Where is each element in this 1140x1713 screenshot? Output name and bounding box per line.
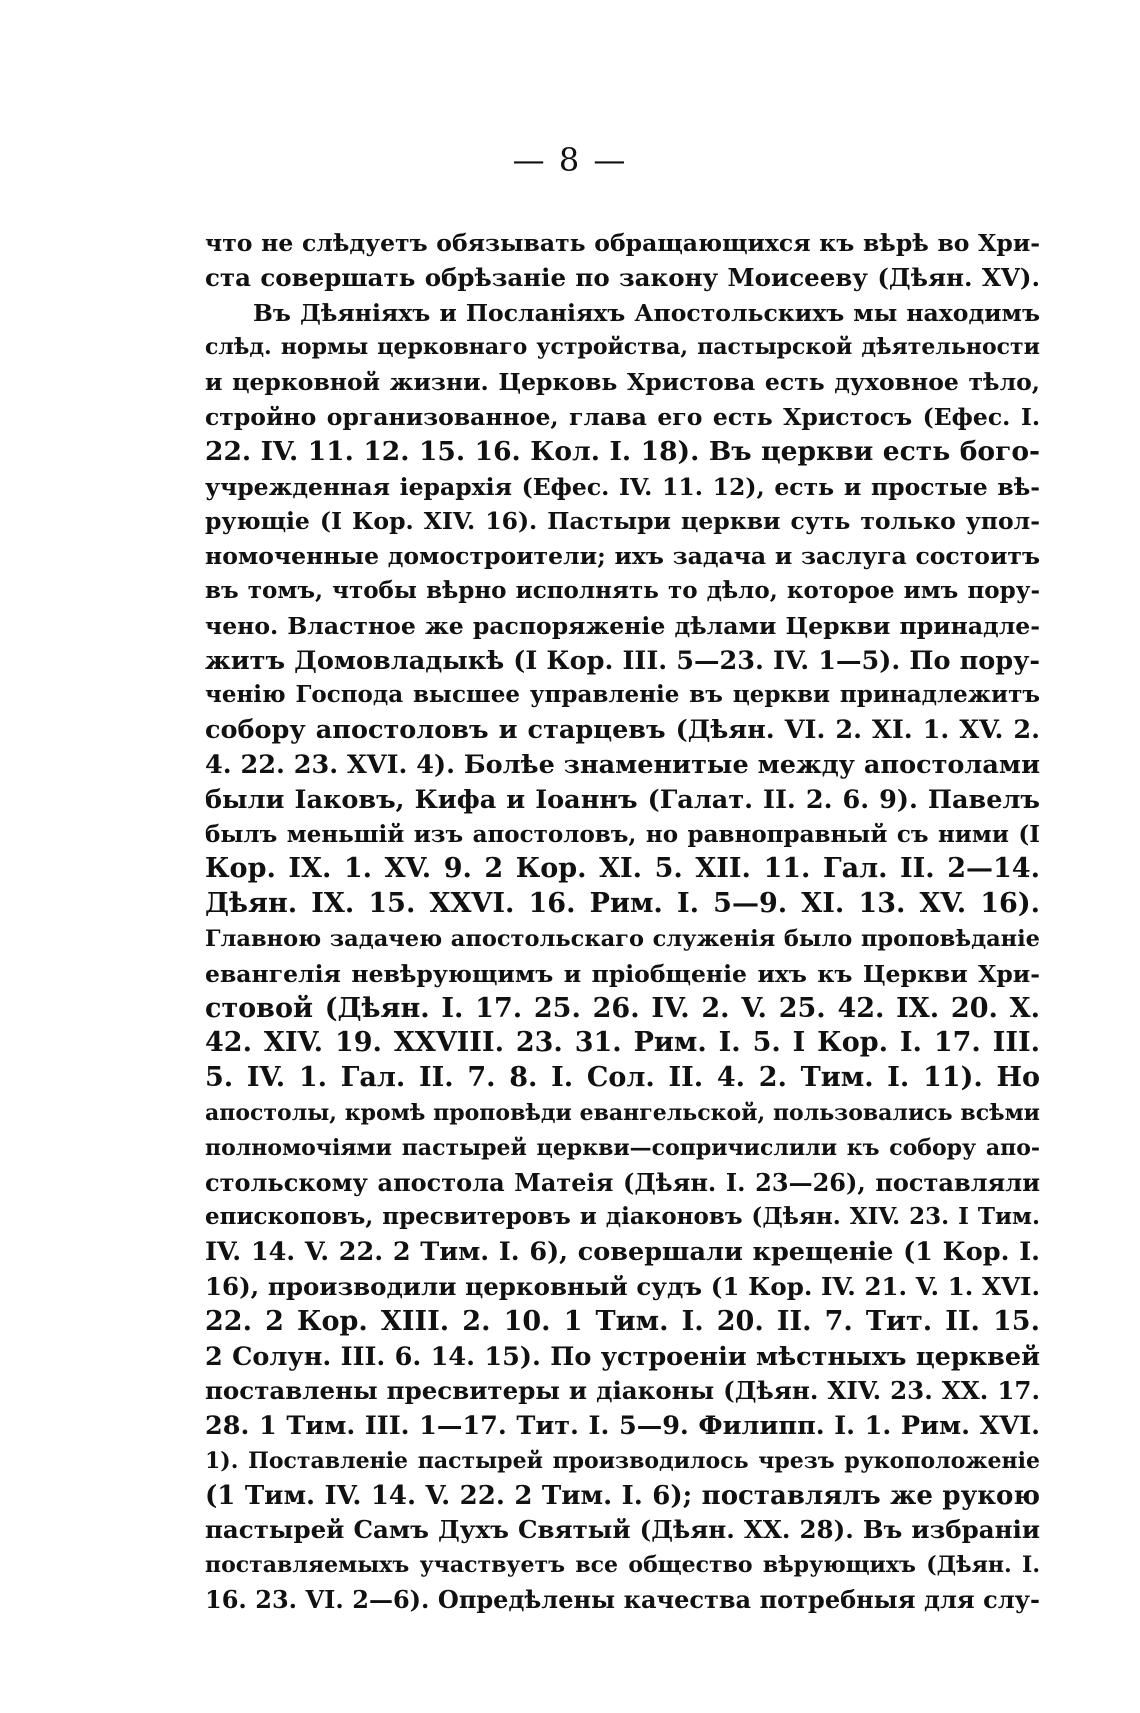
text-line: 22. IV. 11. 12. 15. 16. Кол. I. 18). Въ церкви есть бого- [205,435,1040,467]
text-line: 4. 22. 23. XVI. 4). Болѣе знаменитые между апостолами [205,749,1040,780]
text-line: житъ Домовладыкѣ (I Кор. III. 5—23. IV. 1—5). По пору- [205,645,1040,676]
text-line: 5. IV. 1. Гал. II. 7. 8. I. Сол. II. 4. 2. Тим. I. 11). Но [205,1062,1040,1094]
text-line: Кор. IX. 1. XV. 9. 2 Кор. XI. 5. XII. 11. Гал. II. 2—14. [205,853,1040,885]
text-line: былъ меньшій изъ апостоловъ, но равноправный съ ними (I [205,820,1040,848]
text-line: были Іаковъ, Кифа и Іоаннъ (Галат. II. 2. 6. 9). Павелъ [205,784,1040,815]
text-line: полномочіями пастырей церкви—сопричислили къ собору апо- [205,1134,1040,1161]
text-line: 22. 2 Кор. XIII. 2. 10. 1 Тим. I. 20. II. 7. Тит. II. 15. [205,1305,1040,1337]
text-line: рующіе (I Кор. XIV. 16). Пастыри церкви суть только упол- [205,507,1040,536]
text-line: 16), производили церковный судъ (1 Кор. IV. 21. V. 1. XVI. [205,1271,1040,1301]
text-line: евангелія невѣрующимъ и пріобщеніе ихъ къ Церкви Хри- [205,959,1040,988]
text-line: собору апостоловъ и старцевъ (Дѣян. VI. 2. XI. 1. XV. 2. [205,715,1040,746]
text-line: учрежденная іерархія (Ефес. IV. 11. 12), есть и простые вѣ- [205,472,1040,501]
text-line: ченію Господа высшее управленіе въ церкви принадлежитъ [205,681,1040,709]
text-line: что не слѣдуетъ обязывать обращающихся къ вѣрѣ во Хри- [205,229,1040,257]
text-line: поставлены пресвитеры и діаконы (Дѣян. XIV. 23. XX. 17. [205,1376,1040,1406]
text-line: 1). Поставленіе пастырей производилось чрезъ рукоположеніе [205,1447,1040,1474]
text-line: 2 Солун. III. 6. 14. 15). По устроеніи мѣстныхъ церквей [205,1341,1040,1372]
text-line: стройно организованное, глава его есть Христосъ (Ефес. I. [205,402,1040,431]
text-line: пастырей Самъ Духъ Святый (Дѣян. XX. 28). Въ избраніи [205,1515,1040,1545]
text-line: Дѣян. IX. 15. XXVI. 16. Рим. I. 5—9. XI. 13. XV. 16). [205,888,1040,920]
text-line: 42. XIV. 19. XXVIII. 23. 31. Рим. I. 5. I Кор. I. 17. III. [205,1027,1040,1059]
text-line: 16. 23. VI. 2—6). Опредѣлены качества потребныя для слу- [205,1585,1040,1615]
text-line: стовой (Дѣян. I. 17. 25. 26. IV. 2. V. 25. 42. IX. 20. X. [205,992,1040,1024]
text-line: слѣд. нормы церковнаго устройства, пастырской дѣятельности [205,334,1040,361]
text-line: и церковной жизни. Церковь Христова есть духовное тѣло, [205,368,1040,397]
text-line: епископовъ, пресвитеровъ и діаконовъ (Дѣян. XIV. 23. I Тим. [205,1203,1040,1231]
text-line: въ томъ, чтобы вѣрно исполнять то дѣло, которое имъ пору- [205,576,1040,604]
text-line-paragraph-start: Въ Дѣяніяхъ и Посланіяхъ Апостольскихъ мы находимъ [253,298,1040,327]
text-line: (1 Тим. IV. 14. V. 22. 2 Тим. I. 6); поставлялъ же рукою [205,1480,1040,1511]
text-line: IV. 14. V. 22. 2 Тим. I. 6), совершали крещеніе (1 Кор. I. [205,1237,1040,1268]
text-line: Главною задачею апостольскаго служенія было проповѣданіе [205,925,1040,952]
text-line: 28. 1 Тим. III. 1—17. Тит. I. 5—9. Филипп. I. 1. Рим. XVI. [205,1411,1040,1442]
text-line: стольскому апостола Матеія (Дѣян. I. 23—26), поставляли [205,1167,1040,1197]
page-number: — 8 — [512,141,628,179]
text-line: поставляемыхъ участвуетъ все общество вѣрующихъ (Дѣян. I. [205,1552,1040,1579]
body-text [205,226,1040,1618]
text-line: апостолы, кромѣ проповѣди евангельской, пользовались всѣми [205,1099,1040,1126]
text-line: чено. Властное же распоряженіе дѣлами Церкви принадле- [205,611,1040,640]
text-line: номоченные домостроители; ихъ задача и заслуга состоитъ [205,542,1040,571]
text-line: ста совершать обрѣзаніе по закону Моисееву (Дѣян. XV). [205,262,1040,292]
